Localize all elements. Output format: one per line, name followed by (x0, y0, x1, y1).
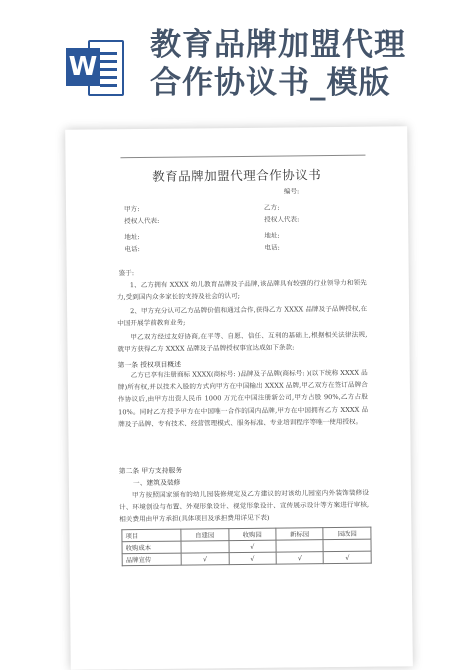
document-title: 教育品牌加盟代理合作协议书 (152, 167, 322, 184)
party-a-label: 甲方: (123, 205, 140, 214)
table-cell: √ (229, 540, 277, 552)
tel-a-label: 电话: (124, 245, 140, 254)
table-header-cell: 项目 (122, 529, 181, 542)
fee-table (121, 527, 371, 567)
addr-a-label: 地址: (124, 233, 140, 242)
table-cell: 收购成本 (122, 541, 181, 554)
preamble-label: 鉴于: (118, 269, 135, 278)
table-header-cell: 收购园 (228, 528, 276, 540)
word-badge: W (66, 48, 100, 86)
rep-b-label: 授权人代表: (264, 215, 300, 224)
rep-a-label: 授权人代表: (124, 216, 160, 226)
preamble-item-1: 1、乙方拥有 XXXX 幼儿教育品牌及子品牌,该品牌具有较强的行业领导力和领先力,受到国内众多家长的支持及社会的认可; (116, 278, 367, 302)
tel-b-label: 电话: (264, 243, 280, 252)
serial-label: 编号: (283, 187, 300, 196)
table-row (122, 551, 371, 566)
article-2-heading: 第二条 甲方支持服务 (118, 466, 183, 476)
preamble-item-2: 2、甲方充分认可乙方品牌价值和通过合作,获得乙方 XXXX 品牌及子品牌授权,在中国开展学前教育业务; (117, 304, 368, 328)
table-cell (276, 540, 324, 552)
top-rule (120, 155, 365, 159)
table-cell: √ (229, 552, 277, 564)
table-cell (181, 541, 229, 553)
preamble-item-3: 甲乙双方经过友好协商,在平等、自愿、信任、互利的基础上,根据相关法律法规,就甲方获得乙方 XXXX 品牌及子品牌授权事宜达成如下条款: (117, 330, 368, 354)
section-1-text: 甲方按照国家颁布的幼儿园装修规定及乙方建议的对该幼儿园室内外装饰装修设计、环境创设与布置、外观形象设计、视觉形象设计、宣传展示设计等方案进行审核,相关费用由甲方承担(具体项目及承担费用详见下表) (119, 488, 370, 524)
article-1-text: 乙方已享有注册商标 XXXX(商标号: )品牌及子品牌(商标号: )(以下统称 XXXX 品牌)所有权,并以技术入股的方式向甲方在中国输出 XXXX 品牌,甲乙双方在签订品牌合作协议后,由甲方出资人民币 1000 万元在中国注册新公司,甲方占股 90%,乙方占股 10%。同时乙方授予甲方在中国唯一合作的国内品牌,甲方在中国拥有乙方 XXXX 品牌及子品牌、专有技术、经营管理模式、服务标准、专业培训程序等唯一使用授权。 (117, 368, 369, 429)
table-cell: √ (276, 552, 324, 564)
banner (0, 0, 474, 118)
bottom-fade (70, 586, 413, 670)
banner-title (150, 26, 470, 102)
party-b-label: 乙方: (263, 203, 280, 212)
table-header-cell: 园改园 (323, 527, 371, 539)
document-page (65, 126, 413, 670)
table-cell (323, 539, 371, 551)
section-1-heading: 一、建筑及装修 (132, 478, 181, 488)
table-header-cell: 自建园 (181, 529, 229, 541)
table-cell: √ (181, 553, 229, 565)
table-cell: √ (324, 551, 372, 563)
banner-title-line2: 合作协议书_模版 (150, 65, 391, 101)
banner-title-line1: 教育品牌加盟代理 (150, 27, 406, 63)
word-document-icon (66, 36, 126, 100)
article-1-heading: 第一条 授权项目概述 (117, 360, 182, 370)
table-header-cell: 新标园 (276, 528, 324, 540)
addr-b-label: 地址: (264, 231, 280, 240)
table-cell: 品牌宣传 (122, 553, 181, 566)
